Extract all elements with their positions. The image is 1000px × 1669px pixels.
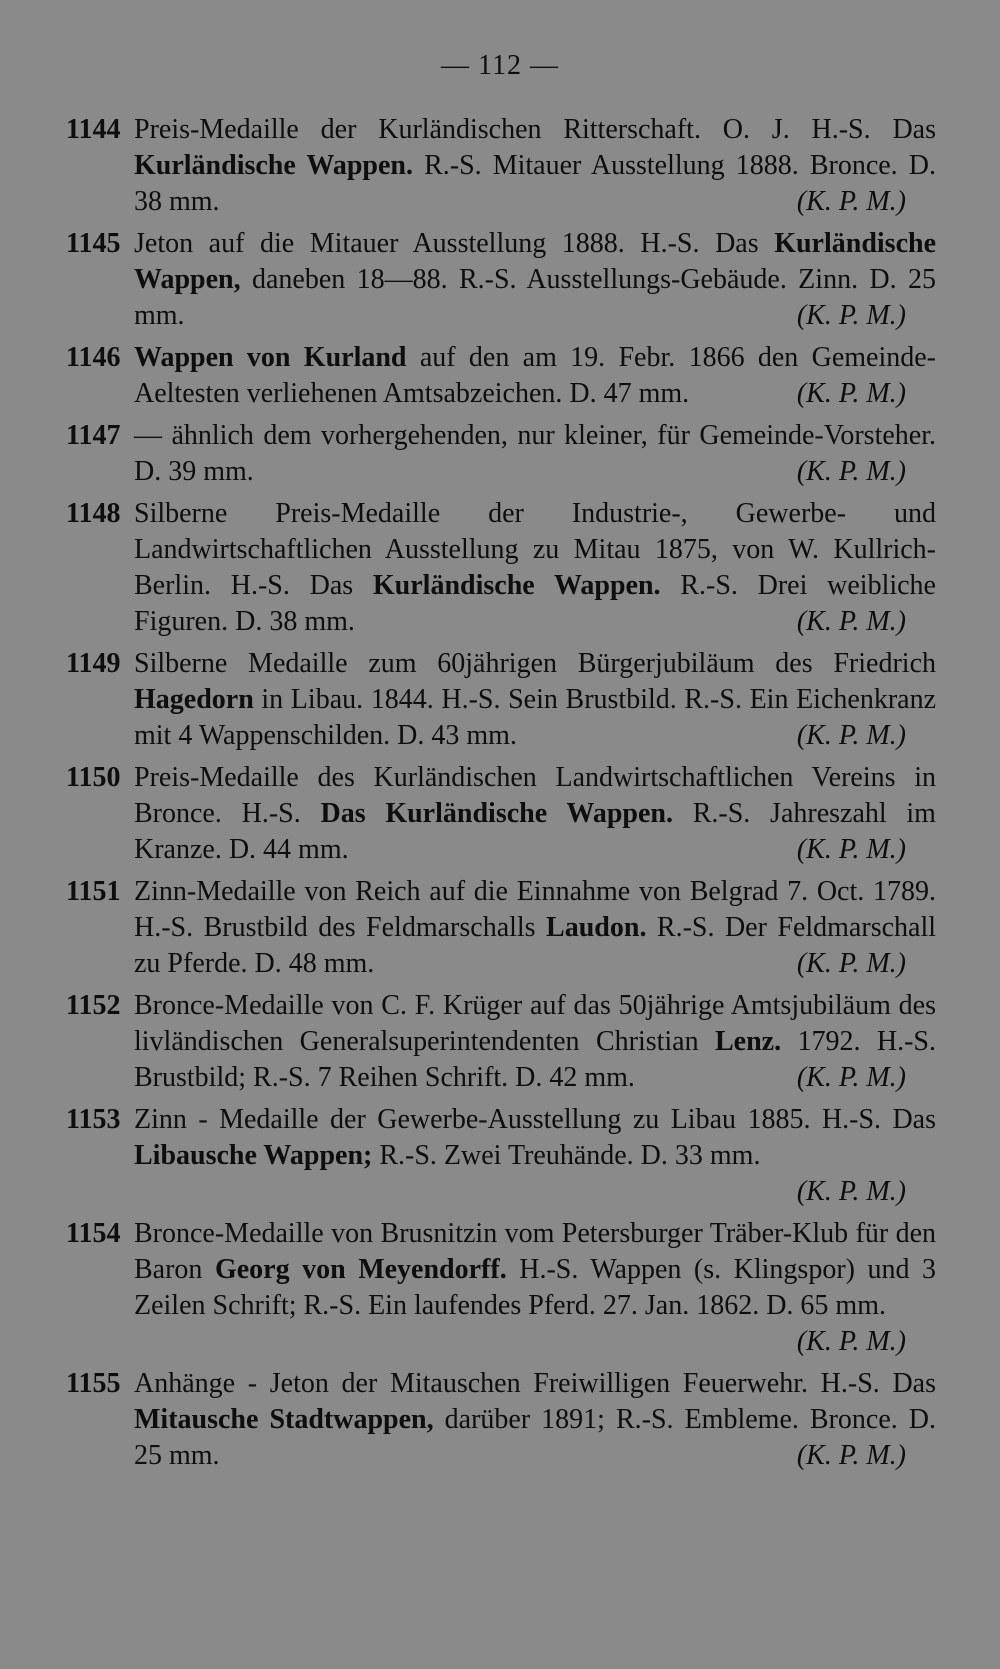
- entry-text: [134, 226, 936, 334]
- entry-text: [134, 760, 936, 868]
- entry-emphasis: Lenz.: [715, 1026, 782, 1057]
- collection-reference: (K. P. M.): [796, 834, 906, 865]
- entry-emphasis: Mitausche Stadtwappen,: [134, 1404, 434, 1435]
- entry-text-part: Silberne Preis-Medaille der Industrie-, Gewerbe- und Landwirtschaftlichen Ausstellung zu Mitau 1875, von W. Kullrich-Berlin. H.-S. Das: [134, 498, 936, 601]
- catalog-entry: [66, 340, 936, 412]
- entry-emphasis: Wappen von Kurland: [134, 342, 407, 373]
- collection-reference: (K. P. M.): [796, 606, 906, 637]
- entry-text-part: Bronce-Medaille von C. F. Krüger auf das 50jährige Amtsjubiläum des livländischen Generalsuperintendenten Christian: [134, 990, 936, 1057]
- entry-emphasis: Kurländische Wappen.: [372, 570, 661, 601]
- entry-number: 1151: [66, 876, 121, 907]
- entry-text-part: daneben 18—88. R.-S. Ausstellungs-Gebäude. Zinn. D. 25 mm.: [134, 264, 936, 331]
- entry-text-part: R.-S. Der Feldmarschall zu Pferde. D. 48 mm.: [134, 912, 936, 979]
- entry-emphasis: Laudon.: [546, 912, 647, 943]
- collection-reference: (K. P. M.): [796, 1440, 906, 1471]
- entry-number: 1145: [66, 228, 121, 259]
- entry-number: 1149: [66, 648, 121, 679]
- entry-number: 1154: [66, 1218, 121, 1249]
- entry-text-part: auf den am 19. Febr. 1866 den Gemeinde-Aeltesten verliehenen Amtsabzeichen. D. 47 mm.: [134, 342, 937, 409]
- entry-emphasis: Kurländische Wappen,: [134, 228, 936, 295]
- entry-number: 1153: [66, 1104, 121, 1135]
- collection-reference: (K. P. M.): [796, 378, 906, 409]
- entry-text: [134, 874, 936, 982]
- entry-text-part: Bronce-Medaille von Brusnitzin vom Petersburger Träber-Klub für den Baron: [134, 1218, 936, 1285]
- entry-text-part: Zinn-Medaille von Reich auf die Einnahme von Belgrad 7. Oct. 1789. H.-S. Brustbild des Feldmarschalls: [134, 876, 936, 943]
- catalog-entry: [66, 418, 936, 490]
- collection-reference: (K. P. M.): [796, 948, 906, 979]
- entry-text: [134, 1102, 936, 1210]
- entry-text-part: Preis-Medaille der Kurländischen Ritterschaft. O. J. H.-S. Das: [134, 114, 936, 145]
- collection-reference: (K. P. M.): [796, 1176, 906, 1207]
- entry-text-part: R.-S. Zwei Treuhände. D. 33 mm.: [372, 1140, 761, 1171]
- collection-reference: (K. P. M.): [796, 186, 906, 217]
- entry-emphasis: Hagedorn: [134, 684, 254, 715]
- entry-text: [134, 496, 936, 640]
- catalog-entry: [66, 760, 936, 868]
- entry-emphasis: Georg von Meyendorff.: [214, 1254, 507, 1285]
- catalog-entry: [66, 1366, 936, 1474]
- catalog-entry: [66, 112, 936, 220]
- entry-number: 1152: [66, 990, 121, 1021]
- entry-text-part: Jeton auf die Mitauer Ausstellung 1888. H.-S. Das: [134, 228, 775, 259]
- entry-text-part: R.-S. Jahreszahl im Kranze. D. 44 mm.: [134, 798, 936, 865]
- collection-reference: (K. P. M.): [796, 720, 906, 751]
- entry-text: [134, 646, 936, 754]
- entry-text-part: in Libau. 1844. H.-S. Sein Brustbild. R.-S. Ein Eichenkranz mit 4 Wappenschilden. D. 43 mm.: [134, 684, 936, 751]
- catalog-entry: [66, 646, 936, 754]
- entry-number: 1146: [66, 342, 121, 373]
- catalog-entry: [66, 1216, 936, 1360]
- entry-emphasis: Libausche Wappen;: [134, 1140, 373, 1171]
- entry-text: [134, 340, 936, 412]
- entry-text: [134, 988, 936, 1096]
- entry-text-part: Silberne Medaille zum 60jährigen Bürgerjubiläum des Friedrich: [134, 648, 936, 679]
- entry-text-part: Zinn - Medaille der Gewerbe-Ausstellung zu Libau 1885. H.-S. Das: [134, 1104, 936, 1135]
- entry-text-part: R.-S. Mitauer Ausstellung 1888. Bronce. D. 38 mm.: [134, 150, 936, 217]
- entry-text-part: H.-S. Wappen (s. Klingspor) und 3 Zeilen Schrift; R.-S. Ein laufendes Pferd. 27. Jan. 1862. D. 65 mm.: [134, 1254, 936, 1321]
- entry-number: 1148: [66, 498, 121, 529]
- collection-reference: (K. P. M.): [796, 1326, 906, 1357]
- entry-text-part: Preis-Medaille des Kurländischen Landwirtschaftlichen Vereins in Bronce. H.-S.: [134, 762, 936, 829]
- catalog-entry: [66, 988, 936, 1096]
- entry-number: 1150: [66, 762, 121, 793]
- entry-text-part: darüber 1891; R.-S. Embleme. Bronce. D. 25 mm.: [134, 1404, 937, 1471]
- entry-emphasis: Kurländische Wappen.: [134, 150, 413, 181]
- entry-number: 1147: [66, 420, 121, 451]
- entry-emphasis: Das Kurländische Wappen.: [320, 798, 673, 829]
- entry-text-part: — ähnlich dem vorhergehenden, nur kleiner, für Gemeinde-Vorsteher. D. 39 mm.: [134, 420, 936, 487]
- entry-text-part: R.-S. Drei weibliche Figuren. D. 38 mm.: [134, 570, 936, 637]
- catalog-entry: [66, 874, 936, 982]
- collection-reference: (K. P. M.): [796, 300, 906, 331]
- entry-number: 1144: [66, 114, 121, 145]
- entry-text-part: Anhänge - Jeton der Mitauschen Freiwilligen Feuerwehr. H.-S. Das: [134, 1368, 936, 1399]
- catalog-entries: [66, 112, 936, 1480]
- entry-text: [134, 1216, 936, 1360]
- entry-text: [134, 418, 936, 490]
- entry-text: [134, 1366, 936, 1474]
- entry-number: 1155: [66, 1368, 121, 1399]
- entry-text-part: 1792. H.-S. Brustbild; R.-S. 7 Reihen Schrift. D. 42 mm.: [134, 1026, 936, 1093]
- catalog-entry: [66, 1102, 936, 1210]
- collection-reference: (K. P. M.): [796, 1062, 906, 1093]
- entry-text: [134, 112, 936, 220]
- collection-reference: (K. P. M.): [796, 456, 906, 487]
- catalog-entry: [66, 226, 936, 334]
- page-number: — 112 —: [441, 50, 559, 81]
- catalog-entry: [66, 496, 936, 640]
